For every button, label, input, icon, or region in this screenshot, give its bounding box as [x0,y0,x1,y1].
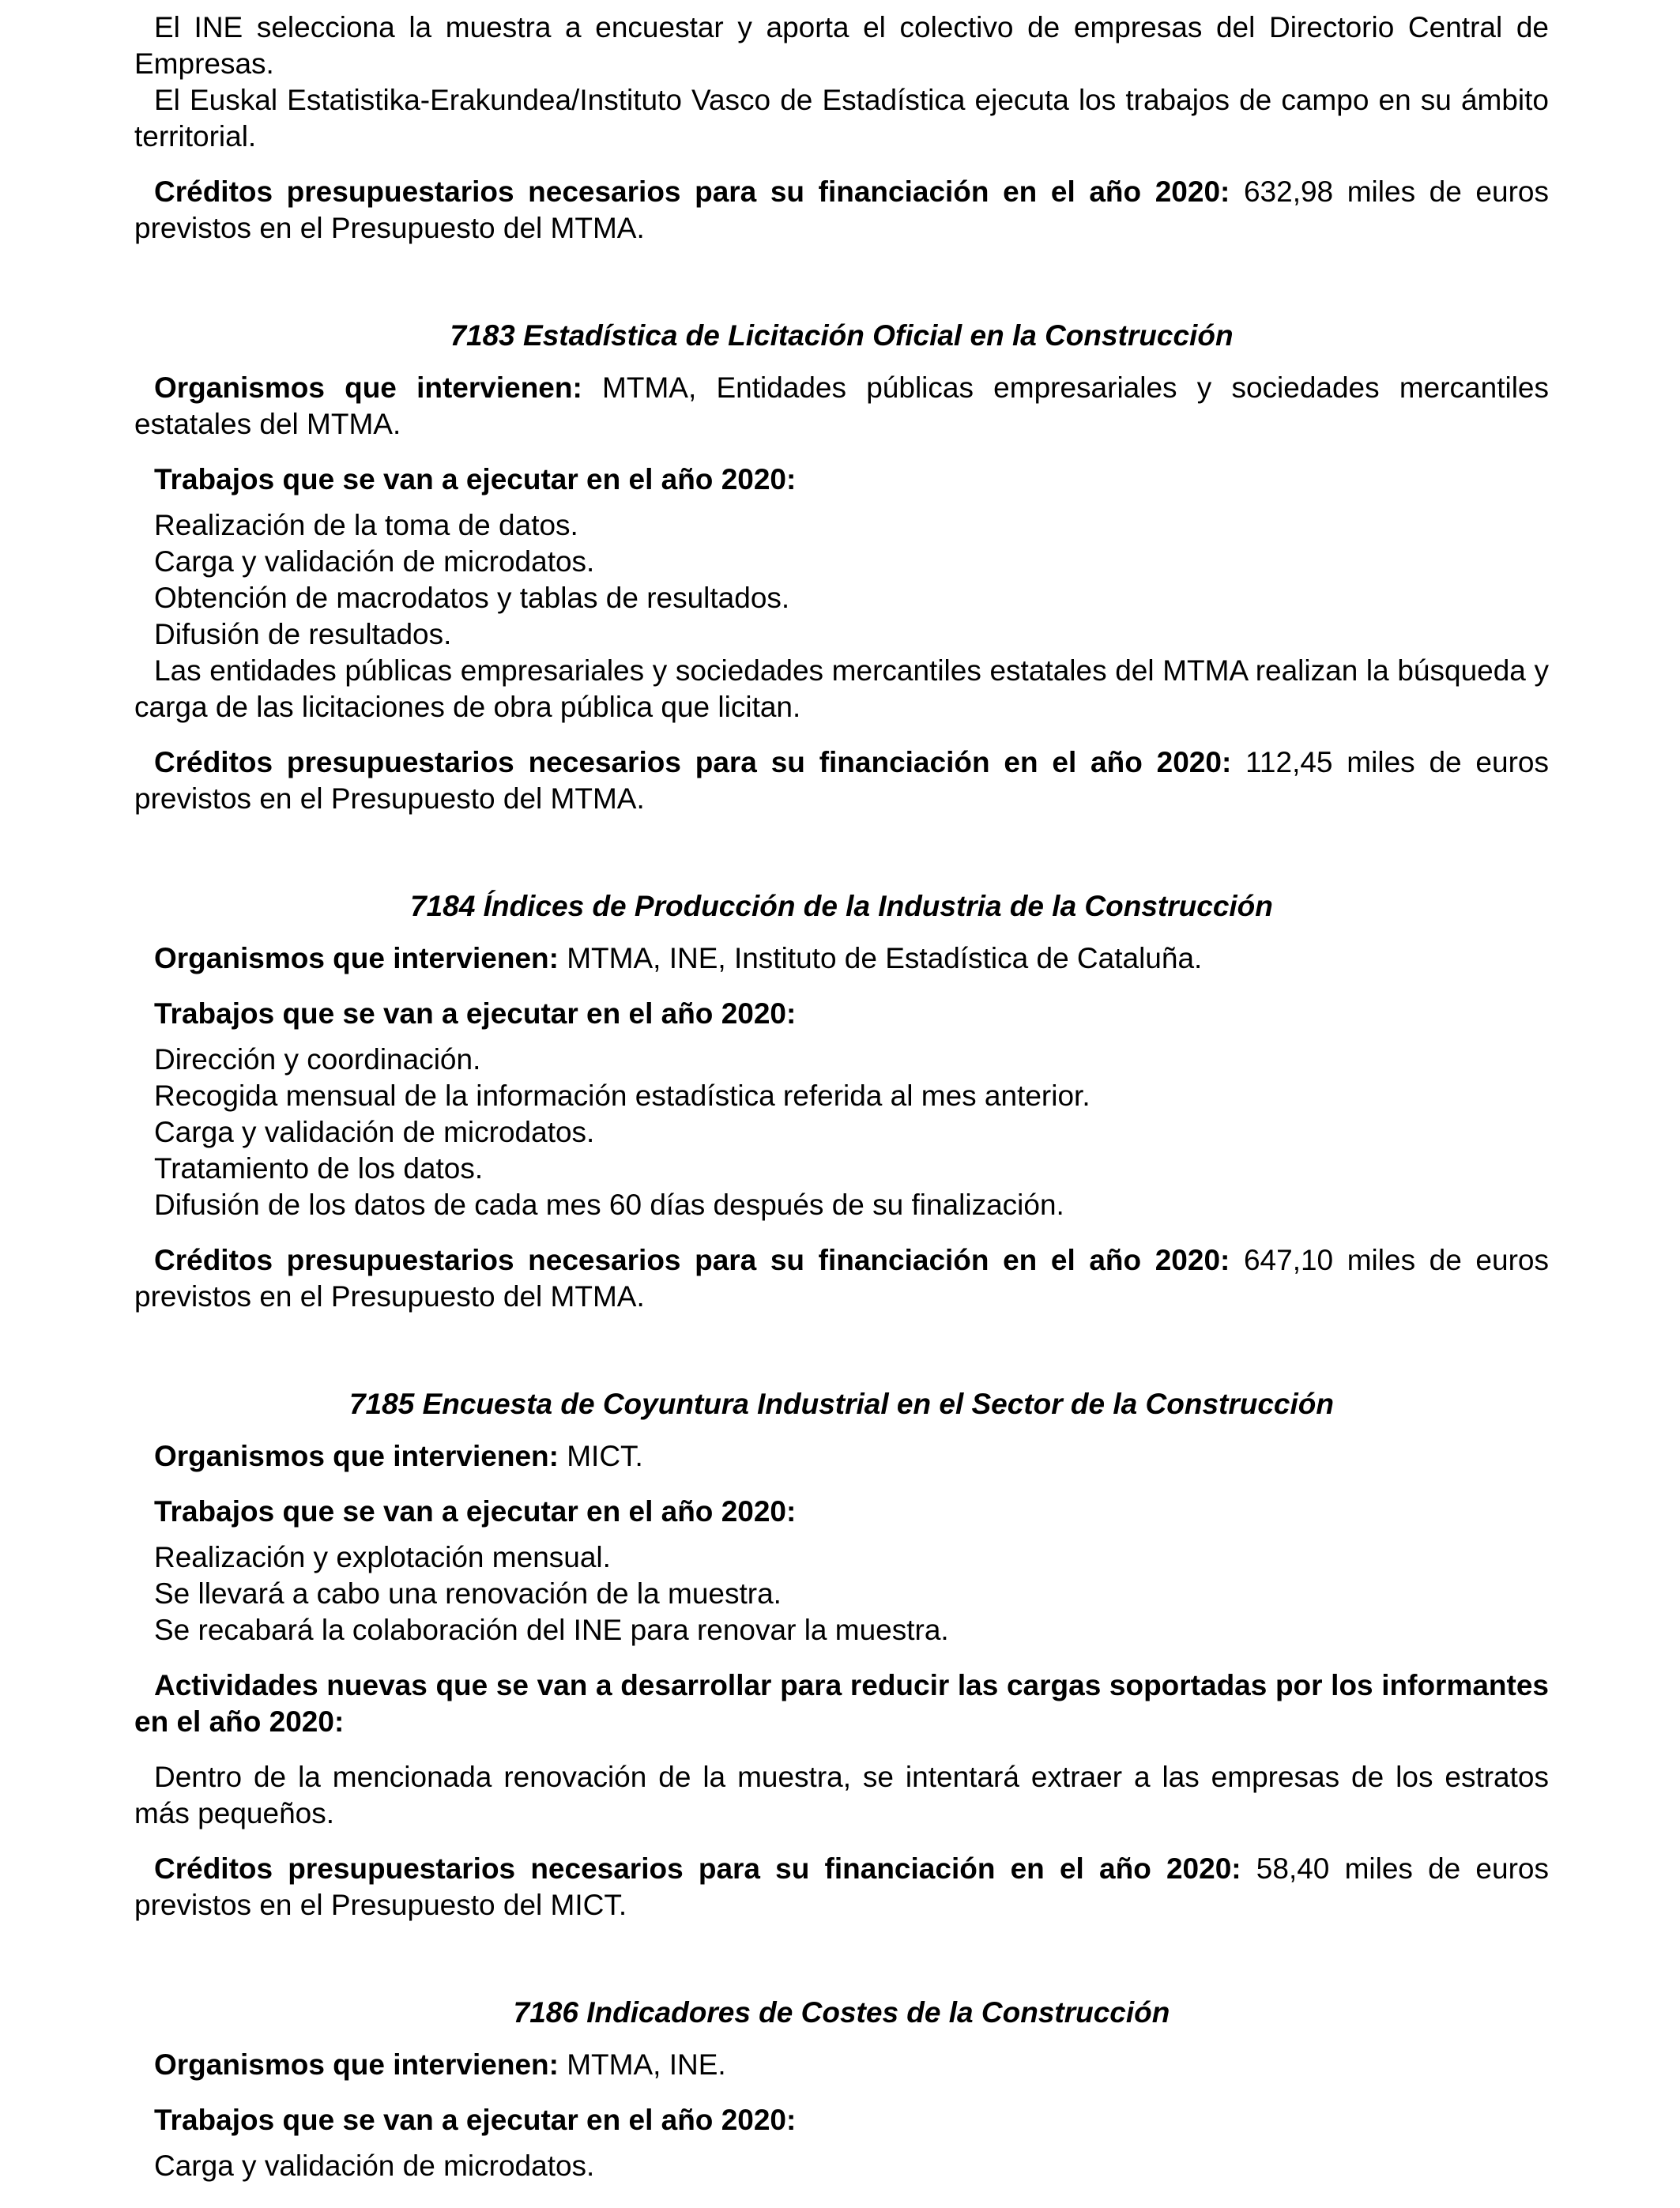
budget-label: Créditos presupuestarios necesarios para su financiación en el año 2020: [154,175,1230,208]
budget-value: 112,45 miles de euros previstos en el Presupuesto del MTMA. [134,746,1549,815]
budget-value: 647,10 miles de euros previstos en el Presupuesto del MTMA. [134,1244,1549,1313]
budget-value: 58,40 miles de euros previstos en el Presupuesto del MICT. [134,1852,1549,1921]
organisms-label: Organismos que intervienen: [154,2048,559,2081]
task-line: Realización de la toma de datos. [154,509,578,541]
budget-paragraph [134,1851,1549,1924]
task-line: Las entidades públicas empresariales y sociedades mercantiles estatales del MTMA realizan la búsqueda y carga de las licitaciones de obra pública que licitan. [134,654,1549,723]
tasks-heading [134,996,1549,1032]
new-activities-label: Actividades nuevas que se van a desarrollar para reducir las cargas soportadas por los informantes en el año 2020: [134,1669,1549,1738]
budget-label: Créditos presupuestarios necesarios para su financiación en el año 2020: [154,746,1232,778]
organisms-value: MICT. [567,1440,643,1472]
section-heading-7185: 7185 Encuesta de Coyuntura Industrial en el Sector de la Construcción [348,1388,1334,1420]
intro-paragraph-2: El Euskal Estatistika-Erakundea/Instituto Vasco de Estadística ejecuta los trabajos de campo en su ámbito territorial. [134,84,1549,153]
new-activities-paragraph [134,1667,1549,1740]
organisms-paragraph [134,2047,1549,2083]
tasks-heading-label: Trabajos que se van a ejecutar en el año 2020: [154,463,797,495]
task-line: Carga y validación de microdatos. [154,545,595,578]
organisms-value: MTMA, INE, Instituto de Estadística de Cataluña. [567,942,1203,974]
organisms-paragraph [134,1438,1549,1475]
task-line: Carga y validación de microdatos. [154,1116,595,1148]
task-line: Difusión de los datos de cada mes 60 días después de su finalización. [154,1189,1064,1221]
tasks-heading-label: Trabajos que se van a ejecutar en el año 2020: [154,1495,797,1528]
budget-label: Créditos presupuestarios necesarios para su financiación en el año 2020: [154,1852,1241,1885]
budget-paragraph [134,1242,1549,1315]
tasks-heading [134,462,1549,498]
task-list [134,1042,1549,1223]
section-heading-7184: 7184 Índices de Producción de la Industria de la Construcción [410,890,1273,922]
section-heading-7186: 7186 Indicadores de Costes de la Construcción [513,1996,1170,2029]
budget-paragraph [134,744,1549,817]
organisms-paragraph [134,370,1549,443]
task-list [134,507,1549,725]
task-line: Carga y validación de microdatos. [154,2150,595,2182]
organisms-value: MTMA, Entidades públicas empresariales y sociedades mercantiles estatales del MTMA. [134,371,1550,440]
budget-paragraph-intro [134,174,1549,247]
task-line: Dirección y coordinación. [154,1043,481,1076]
tasks-heading [134,1494,1549,1530]
budget-value: 632,98 miles de euros previstos en el Presupuesto del MTMA. [134,175,1549,244]
task-line: Obtención de macrodatos y tablas de resultados. [154,582,790,614]
task-line: Tratamiento de los datos. [154,1152,484,1185]
task-list [134,1539,1549,1648]
organisms-paragraph [134,940,1549,977]
budget-label: Créditos presupuestarios necesarios para su financiación en el año 2020: [154,1244,1230,1276]
activities-detail-paragraph: Dentro de la mencionada renovación de la muestra, se intentará extraer a las empresas de los estratos más pequeños. [134,1761,1549,1829]
tasks-heading-label: Trabajos que se van a ejecutar en el año 2020: [154,997,797,1030]
task-line: Se llevará a cabo una renovación de la muestra. [154,1577,782,1610]
intro-paragraph-1: El INE selecciona la muestra a encuestar y aporta el colectivo de empresas del Directorio Central de Empresas. [134,11,1549,80]
tasks-heading [134,2102,1549,2138]
task-line: Recogida mensual de la información estadística referida al mes anterior. [154,1080,1090,1112]
task-line: Difusión de resultados. [154,618,452,650]
organisms-label: Organismos que intervienen: [154,942,559,974]
task-line: Se recabará la colaboración del INE para renovar la muestra. [154,1614,949,1646]
task-line: Realización y explotación mensual. [154,1541,611,1573]
organisms-label: Organismos que intervienen: [154,1440,559,1472]
organisms-value: MTMA, INE. [567,2048,726,2081]
task-list [134,2148,1549,2184]
organisms-label: Organismos que intervienen: [154,371,582,404]
tasks-heading-label: Trabajos que se van a ejecutar en el año 2020: [154,2104,797,2136]
section-heading-7183: 7183 Estadística de Licitación Oficial en la Construcción [450,319,1234,352]
